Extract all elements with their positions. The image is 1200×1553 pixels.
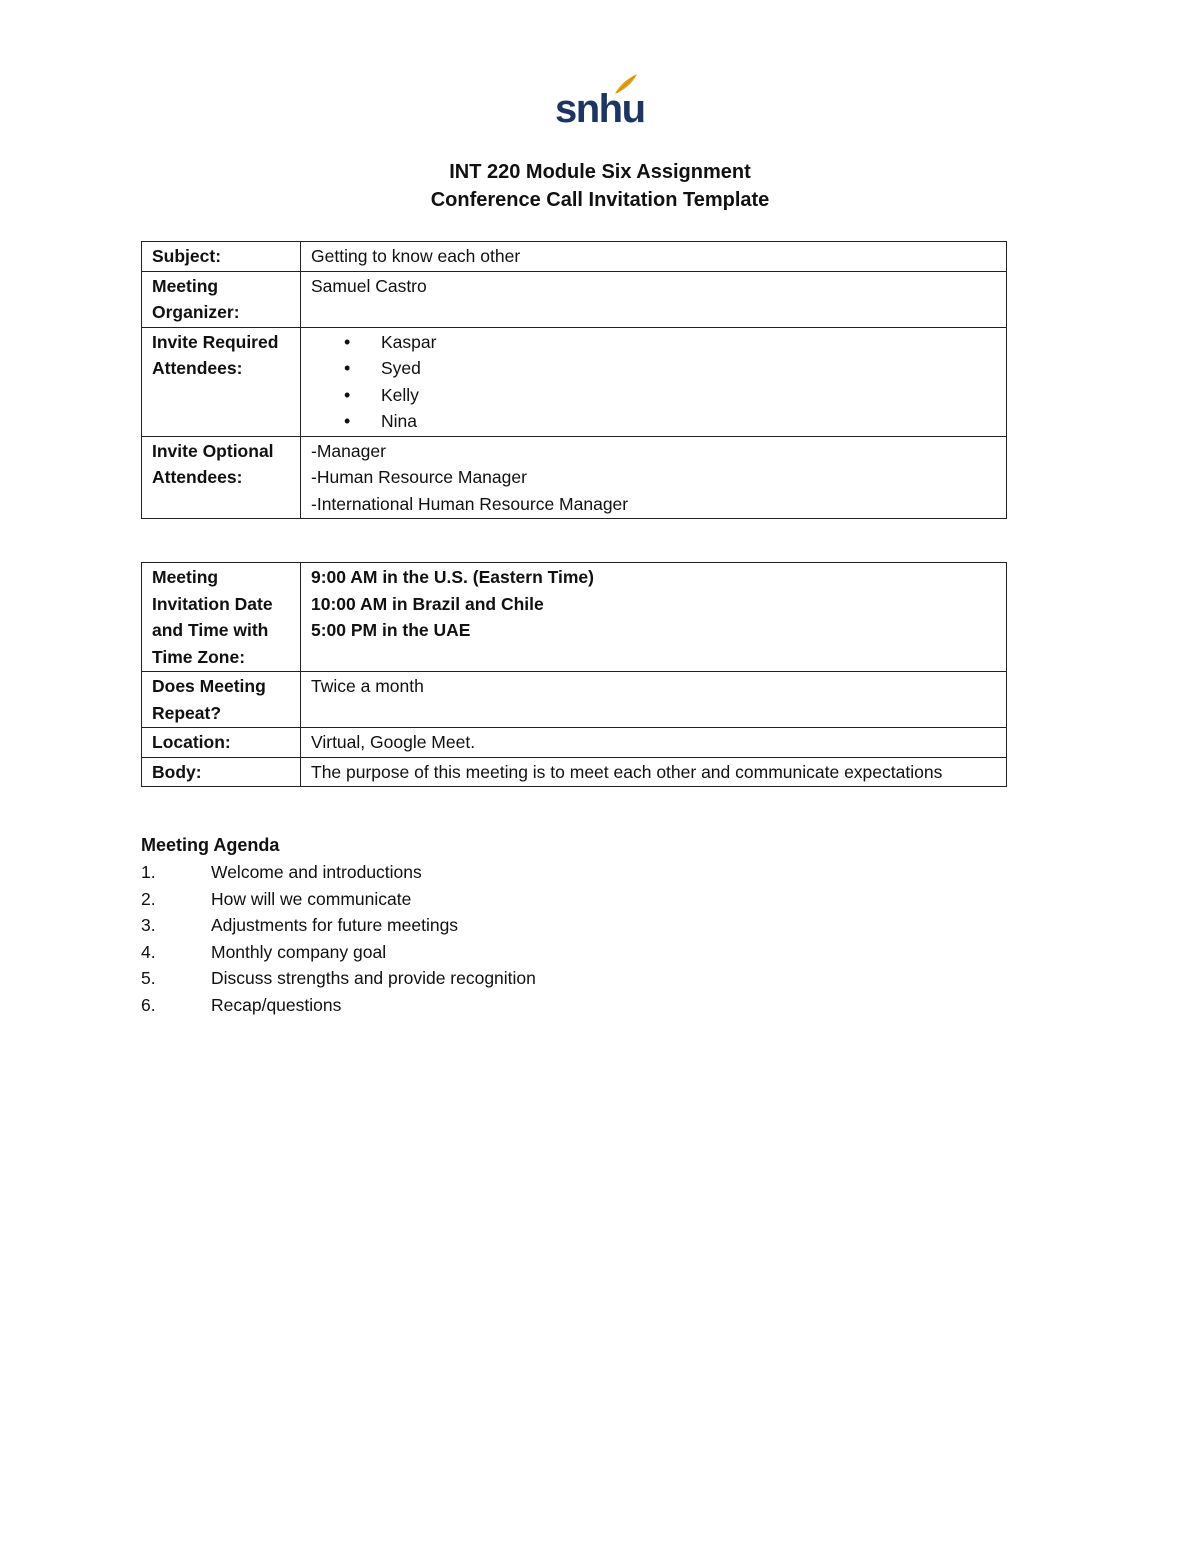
optional-attendees-label: Invite Optional Attendees: bbox=[142, 436, 301, 519]
list-item: -International Human Resource Manager bbox=[311, 493, 629, 514]
list-item: • Nina bbox=[311, 408, 996, 435]
agenda-item bbox=[141, 886, 536, 913]
table-row-organizer bbox=[142, 271, 1007, 327]
snhu-logo bbox=[555, 72, 645, 134]
required-attendees-cell bbox=[301, 327, 1007, 436]
agenda-heading: Meeting Agenda bbox=[141, 835, 280, 855]
agenda-item bbox=[141, 939, 536, 966]
document-title: INT 220 Module Six Assignment bbox=[449, 161, 751, 183]
repeat-label: Does Meeting Repeat? bbox=[142, 672, 301, 728]
agenda-item bbox=[141, 912, 536, 939]
body-label: Body: bbox=[142, 757, 301, 787]
list-item: • Kelly bbox=[311, 382, 996, 409]
document-subtitle: Conference Call Invitation Template bbox=[430, 189, 770, 211]
agenda-item bbox=[141, 992, 536, 1019]
required-attendees-list bbox=[311, 329, 996, 435]
optional-attendees-cell bbox=[301, 436, 1007, 519]
datetime-value: 9:00 AM in the U.S. (Eastern Time) bbox=[311, 567, 594, 587]
organizer-label: Meeting Organizer: bbox=[142, 271, 301, 327]
datetime-label: Meeting Invitation Date and Time with Time Zone: bbox=[142, 563, 301, 672]
table-row-optional-attendees bbox=[142, 436, 1007, 519]
agenda-number: 5. bbox=[141, 968, 156, 988]
datetime-cell bbox=[301, 563, 1007, 672]
organizer-value: Samuel Castro bbox=[301, 271, 1007, 327]
agenda-text: Recap/questions bbox=[211, 994, 342, 1015]
table-row-datetime bbox=[142, 563, 1007, 672]
meeting-details-table bbox=[141, 562, 1007, 787]
table-row-required-attendees bbox=[142, 327, 1007, 436]
list-item: • Syed bbox=[311, 355, 996, 382]
logo-wordmark: snhu bbox=[555, 87, 645, 131]
agenda-number: 6. bbox=[141, 994, 156, 1015]
agenda-number: 1. bbox=[141, 862, 156, 882]
agenda-text: Monthly company goal bbox=[211, 941, 387, 962]
agenda-number: 4. bbox=[141, 941, 156, 962]
body-value: The purpose of this meeting is to meet each other and communicate expectations bbox=[301, 757, 1007, 787]
agenda-item bbox=[141, 965, 536, 992]
datetime-value: 5:00 PM in the UAE bbox=[311, 620, 471, 640]
agenda-list bbox=[141, 859, 536, 1018]
location-label: Location: bbox=[142, 728, 301, 758]
table-row-repeat bbox=[142, 672, 1007, 728]
repeat-value: Twice a month bbox=[301, 672, 1007, 728]
subject-value: Getting to know each other bbox=[301, 242, 1007, 272]
agenda-number: 2. bbox=[141, 888, 156, 909]
list-item: -Human Resource Manager bbox=[311, 467, 527, 487]
agenda-text: Welcome and introductions bbox=[211, 862, 422, 882]
table-row-body bbox=[142, 757, 1007, 787]
list-item: -Manager bbox=[311, 440, 386, 461]
required-attendees-label: Invite Required Attendees: bbox=[142, 327, 301, 436]
location-value: Virtual, Google Meet. bbox=[301, 728, 1007, 758]
agenda-item bbox=[141, 859, 536, 886]
agenda-number: 3. bbox=[141, 915, 156, 935]
table-row-location bbox=[142, 728, 1007, 758]
datetime-value: 10:00 AM in Brazil and Chile bbox=[311, 593, 544, 614]
agenda-text: Discuss strengths and provide recognition bbox=[211, 968, 536, 988]
agenda-text: How will we communicate bbox=[211, 888, 412, 909]
subject-label: Subject: bbox=[142, 242, 301, 272]
agenda-text: Adjustments for future meetings bbox=[211, 915, 459, 935]
table-row-subject bbox=[142, 242, 1007, 272]
invitation-table bbox=[141, 241, 1007, 519]
list-item: • Kaspar bbox=[311, 329, 996, 356]
